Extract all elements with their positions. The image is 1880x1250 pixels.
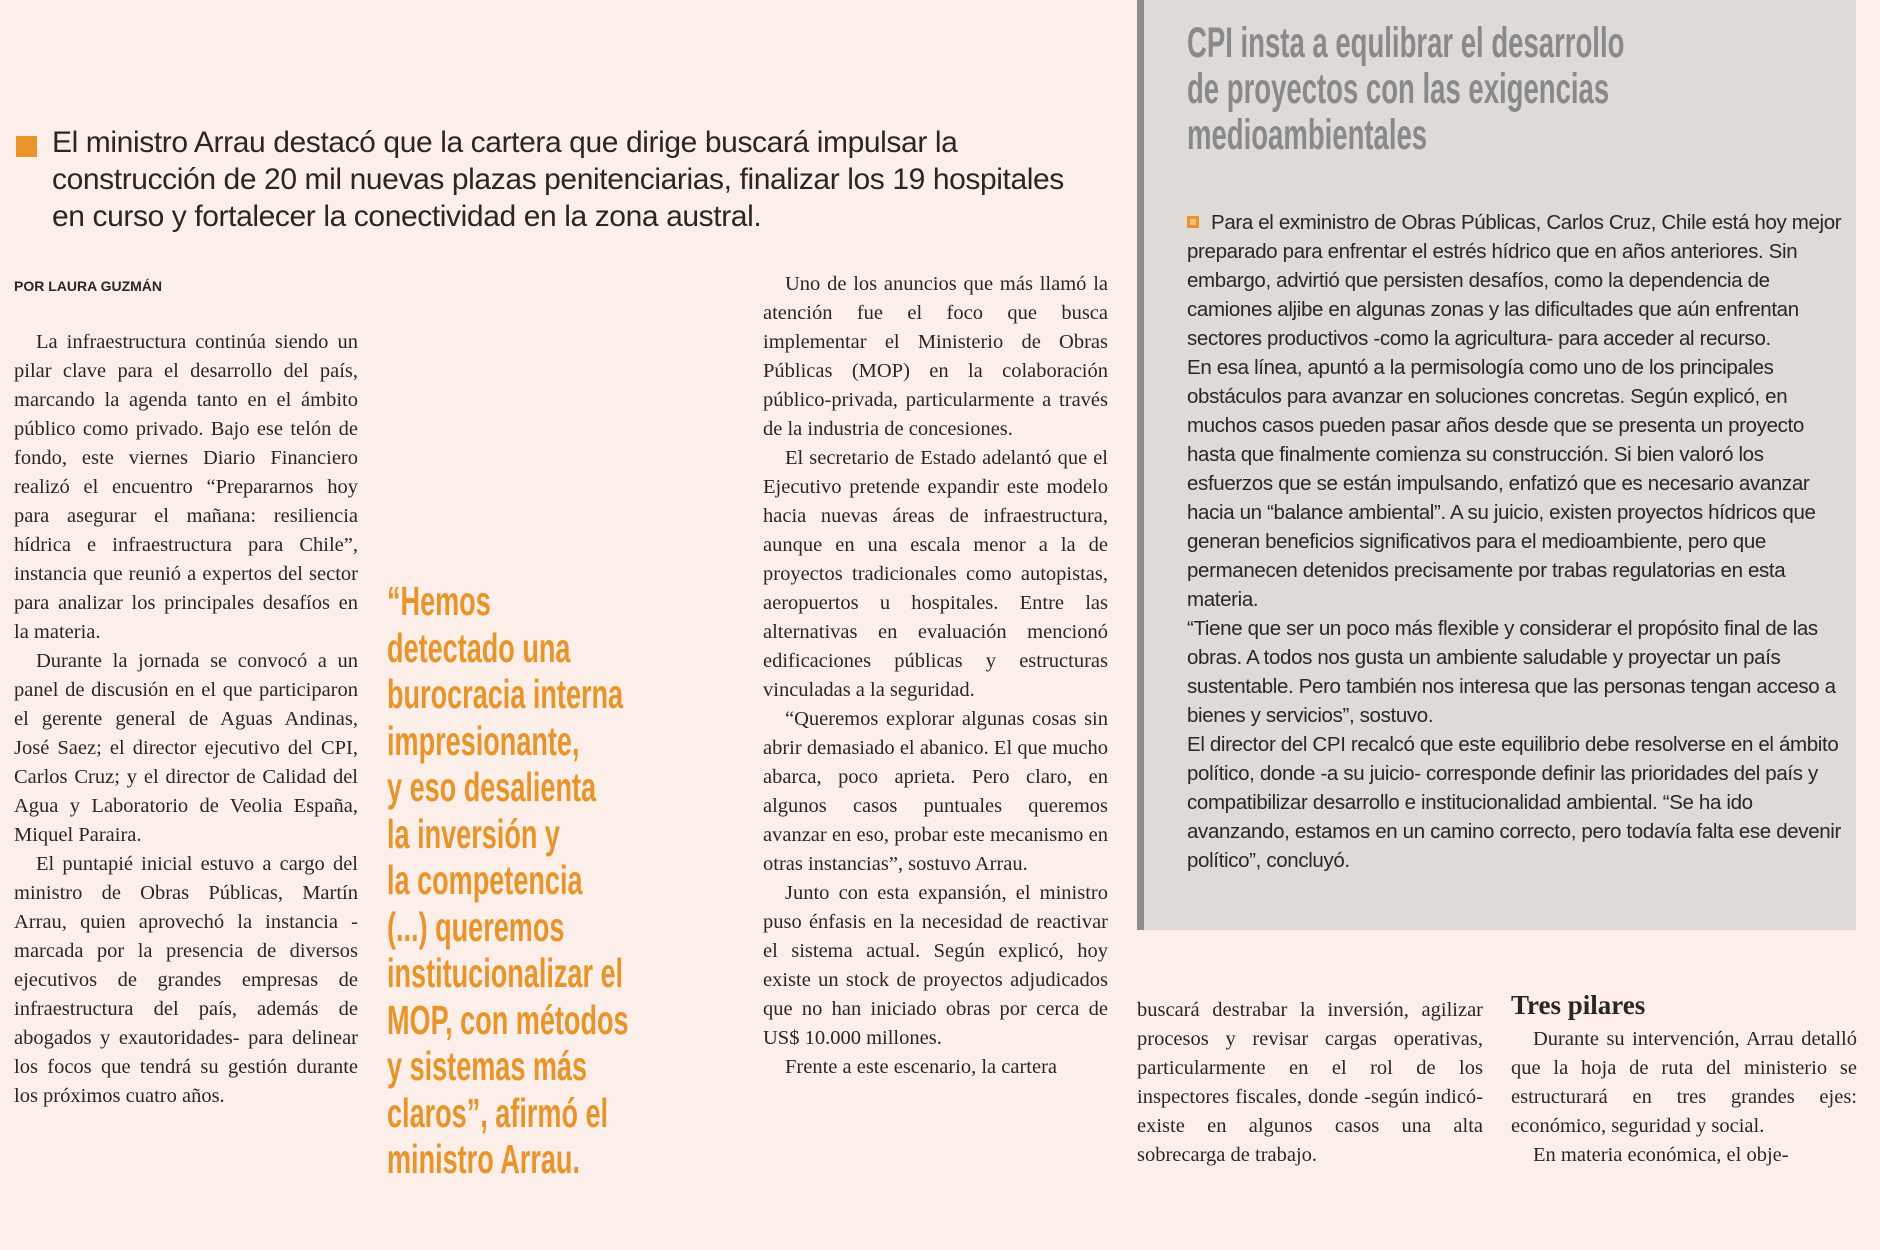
paragraph: En materia económica, el obje- xyxy=(1533,1144,1789,1166)
article-column-4 xyxy=(1137,996,1483,1170)
pull-quote-line: ministro Arrau. xyxy=(387,1136,580,1182)
pull-quote-line: claros”, afirmó el xyxy=(387,1089,609,1136)
paragraph: “Queremos explorar algunas cosas sin abrir demasiado el abanico. El que mucho abarca, poco aprieta. Pero claro, en algunos casos puntuales queremos avanzar en eso, probar este mecanismo en otras instancias”, sostuvo Arrau. xyxy=(763,708,1108,875)
article-deck: El ministro Arrau destacó que la cartera que dirige buscará impulsar la construcción de 20 mil nuevas plazas penitenciarias, finalizar los 19 hospitales en curso y fortalecer la conectividad en la zona austral. xyxy=(52,126,1064,233)
paragraph: Frente a este escenario, la cartera xyxy=(785,1056,1058,1078)
paragraph: En esa línea, apuntó a la permisología como uno de los principales obstáculos para avanzar en soluciones concretas. Según explicó, en muchos casos pueden pasar años desde que se presenta un proyecto hasta que finalmente comienza su construcción. Si bien valoró los esfuerzos que se están impulsando, enfatizó que es necesario avanzar hacia un “balance ambiental”. A su juicio, existen proyectos hídricos que generan beneficios significativos para el medioambiente, pero que permanecen detenidos precisamente por trabas regulatorias en esta materia. xyxy=(1187,356,1816,611)
paragraph: El secretario de Estado adelantó que el Ejecutivo pretende expandir este modelo hacia nuevas áreas de infraestructura, aunque en una escala menor a la de proyectos tradicionales como autopistas, aeropuertos u hospitales. Entre las alternativas en evaluación mencionó edificaciones públicas y estructuras vinculadas a la seguridad. xyxy=(763,447,1108,701)
sidebar-body xyxy=(1187,208,1842,875)
sidebar-box xyxy=(1137,0,1856,930)
pull-quote-line: MOP, con métodos xyxy=(387,996,629,1043)
paragraph: El director del CPI recalcó que este equilibrio debe resolverse en el ámbito político, donde -a su juicio- corresponde definir las prioridades del país y compatibilizar desarrollo e institucionalidad ambiental. “Se ha ido avanzando, estamos en un camino correcto, pero todavía falta ese devenir político”, concluyó. xyxy=(1187,733,1841,872)
pull-quote-line: (...) queremos xyxy=(387,903,565,950)
paragraph: El puntapié inicial estuvo a cargo del ministro de Obras Públicas, Martín Arrau, quien aprovechó la instancia -marcada por la presencia de diversos ejecutivos de grandes empresas de infraestructura del país, además de abogados y exautoridades- para delinear los focos que tendrá su gestión durante los próximos cuatro años. xyxy=(14,853,358,1107)
paragraph: Durante la jornada se convocó a un panel de discusión en el que participaron el gerente general de Aguas Andinas, José Saez; el director ejecutivo del CPI, Carlos Cruz; y el director de Calidad del Agua y Laboratorio de Veolia España, Miquel Paraira. xyxy=(14,650,358,846)
paragraph-text: Para el exministro de Obras Públicas, Carlos Cruz, Chile está hoy mejor preparado para enfrentar el estrés hídrico que en años anteriores. Sin embargo, advirtió que persisten desafíos, como la dependencia de camiones aljibe en algunas zonas y las dificultades que aún enfrentan sectores productivos -como la agricultura- para acceder al recurso. xyxy=(1187,211,1842,350)
paragraph: La infraestructura continúa siendo un pilar clave para el desarrollo del país, marcando la agenda tanto en el ámbito público como privado. Bajo ese telón de fondo, este viernes Diario Financiero realizó el encuentro “Prepararnos hoy para asegurar el mañana: resiliencia hídrica e infraestructura para Chile”, instancia que reunió a expertos del sector para analizar los principales desafíos en la materia. xyxy=(14,331,358,643)
sidebar-title xyxy=(1187,20,1727,158)
byline: POR LAURA GUZMÁN xyxy=(14,278,163,294)
paragraph: buscará destrabar la inversión, agilizar procesos y revisar cargas operativas, particularmente en el rol de los inspectores fiscales, donde -según indicó- existe en algunos casos una alta sobrecarga de trabajo. xyxy=(1137,999,1483,1166)
paragraph: Durante su intervención, Arrau detalló que la hoja de ruta del ministerio se estructurará en tres grandes ejes: económico, seguridad y social. xyxy=(1511,1028,1857,1137)
subheading-tres-pilares: Tres pilares xyxy=(1511,990,1646,1020)
sidebar-title-line: CPI insta a equlibrar el desarrollo xyxy=(1187,19,1625,67)
sidebar-title-line: de proyectos con las exigencias xyxy=(1187,65,1610,113)
bullet-square-icon xyxy=(1187,216,1199,228)
pull-quote-line: la competencia xyxy=(387,857,583,903)
pull-quote-line: impresionante, xyxy=(387,717,580,764)
sidebar-title-line: medioambientales xyxy=(1187,111,1428,159)
article-column-3 xyxy=(763,270,1108,1082)
pull-quote-line: detectado una xyxy=(387,624,571,671)
paragraph: Junto con esta expansión, el ministro puso énfasis en la necesidad de reactivar el sistema actual. Según explicó, hoy existe un stock de proyectos adjudicados que no han iniciado obras por cerca de US$ 10.000 millones. xyxy=(763,882,1108,1049)
pull-quote-line: y sistemas más xyxy=(387,1043,588,1089)
article-column-1 xyxy=(14,328,358,1111)
pull-quote-line: institucionalizar el xyxy=(387,950,624,996)
pull-quote-line: la inversión y xyxy=(387,810,560,857)
pull-quote-line: burocracia interna xyxy=(387,671,624,717)
paragraph xyxy=(1187,208,1842,353)
paragraph: “Tiene que ser un poco más flexible y considerar el propósito final de las obras. A todos nos gusta un ambiente saludable y proyectar un país sustentable. Pero también nos interesa que las personas tengan acceso a bienes y servicios”, sostuvo. xyxy=(1187,617,1836,727)
article-column-5 xyxy=(1511,1025,1857,1170)
deck-bullet-square-icon xyxy=(16,136,37,157)
pull-quote xyxy=(387,578,697,1183)
pull-quote-line: “Hemos xyxy=(387,578,491,624)
pull-quote-line: y eso desalienta xyxy=(387,764,597,810)
paragraph: Uno de los anuncios que más llamó la atención fue el foco que busca implementar el Ministerio de Obras Públicas (MOP) en la colaboración público-privada, particularmente a través de la industria de concesiones. xyxy=(763,273,1108,440)
